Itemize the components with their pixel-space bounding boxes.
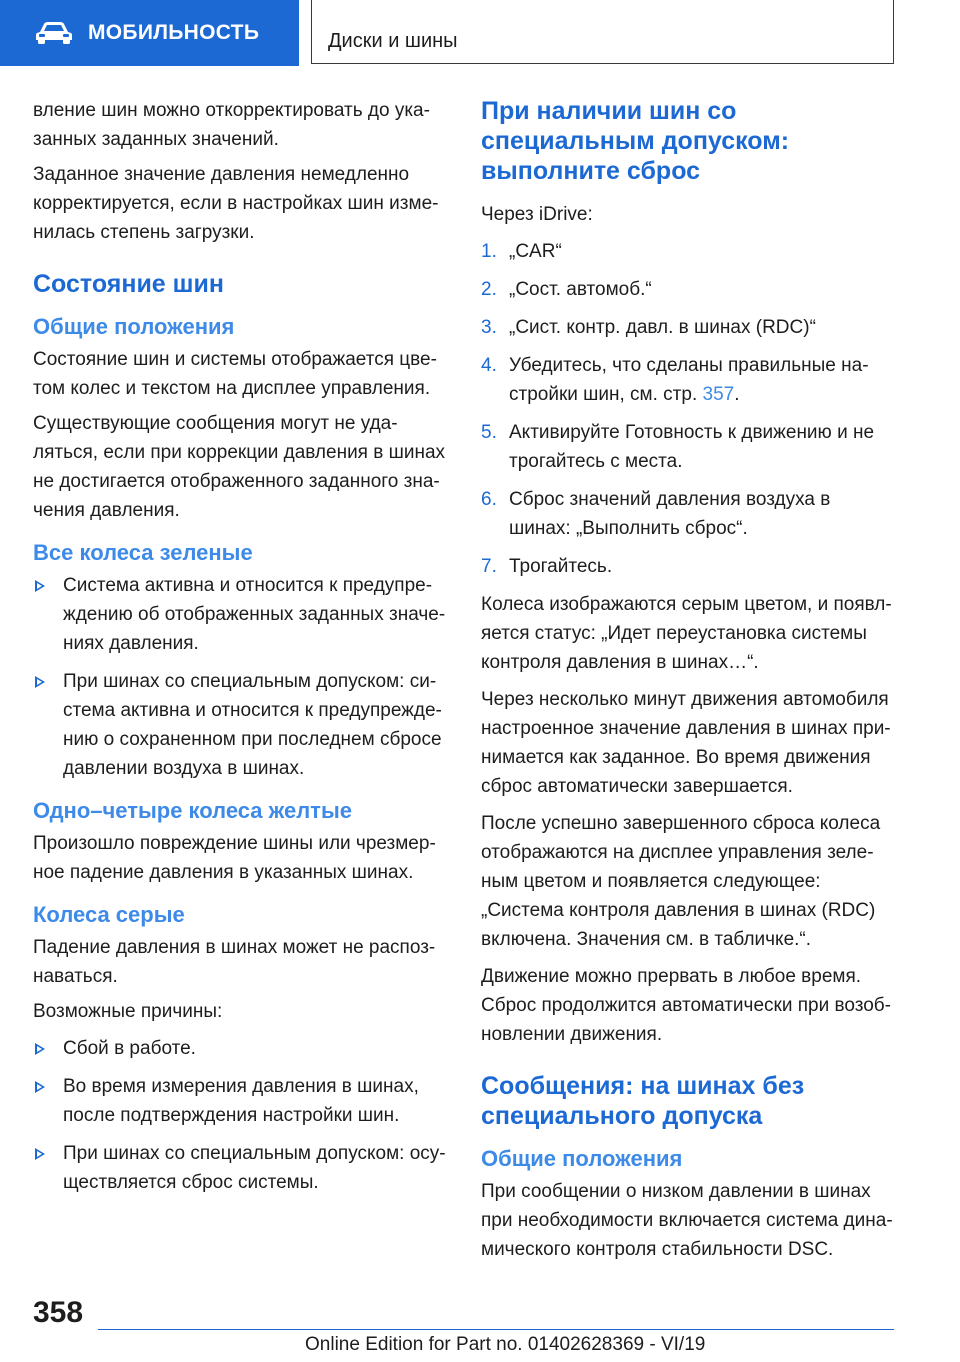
list-item: 6. Сброс значений давления воздуха в шинах: „Выполнить сброс“. [481, 489, 831, 539]
page-number: 358 [33, 1296, 84, 1329]
chapter-header [311, 0, 894, 64]
subheading-all-green: Все колеса зеленые [33, 540, 253, 565]
list-item: Во время измерения давления в шинах, после подтверждения настройки шин. [33, 1072, 448, 1130]
list-item: 5. Активируйте Готовность к движению и не трогайтесь с места. [481, 422, 875, 472]
paragraph: Через iDrive: [481, 204, 593, 225]
subheading-general: Общие положения [481, 1146, 683, 1171]
triangle-bullet-icon [35, 1081, 45, 1093]
list-item: При шинах со специальным допуском: си-стема активна и относится к предупрежде-нию о сохраненном при последнем сбросе давлении воздуха в шинах. [33, 667, 448, 783]
list-item: 2. „Сост. автомоб.“ [481, 279, 652, 300]
left-column [33, 96, 448, 1206]
paragraph: Через несколько минут движения автомобиля настроенное значение давления в шинах при-нимается как заданное. Во время движения сброс автоматически завершается. [481, 689, 891, 797]
list-item: 4. Убедитесь, что сделаны правильные на-стройки шин, см. стр. 357. [481, 355, 869, 405]
section-tab[interactable] [0, 0, 299, 66]
page-link[interactable]: 357 [702, 384, 735, 405]
list-item: Система активна и относится к предупре-ждению об отображенных заданных значе-ниях давления. [33, 571, 448, 658]
paragraph: Колеса изображаются серым цветом, и появл-яется статус: „Идет переустановка системы контроля давления в шинах…“. [481, 594, 892, 673]
heading-messages: Сообщения: на шинах без специального допуска [481, 1072, 805, 1130]
list-item: 7. Трогайтесь. [481, 556, 613, 577]
paragraph: Заданное значение давления немедленно корректируется, если в настройках шин изме-нилась степень загрузки. [33, 164, 439, 243]
paragraph: После успешно завершенного сброса колеса отображаются на дисплее управления зеле-ным цветом и появляется следующее: „Система контроля давления в шинах (RDC) включена. Значения см. в табличке.“. [481, 813, 881, 950]
bullet-list-grey [33, 1034, 448, 1197]
subheading-yellow: Одно–четыре колеса желтые [33, 798, 352, 823]
triangle-bullet-icon [35, 1043, 45, 1055]
paragraph: Падение давления в шинах может не распоз-наваться. [33, 937, 436, 987]
paragraph: Существующие сообщения могут не уда-ляться, если при коррекции давления в шинах не достигается отображенного заданного зна-чения давления. [33, 413, 446, 521]
car-icon [34, 20, 74, 46]
subheading-grey: Колеса серые [33, 902, 185, 927]
paragraph: Произошло повреждение шины или чрезмер-ное падение давления в указанных шинах. [33, 833, 436, 883]
triangle-bullet-icon [35, 580, 45, 592]
footer-edition: Online Edition for Part no. 01402628369 - VI/19 [305, 1334, 706, 1355]
right-column [481, 96, 897, 1272]
triangle-bullet-icon [35, 1148, 45, 1160]
triangle-bullet-icon [35, 676, 45, 688]
list-item: Сбой в работе. [33, 1034, 448, 1063]
footer-divider [98, 1329, 894, 1330]
paragraph: При сообщении о низком давлении в шинах при необходимости включается система дина-мического контроля стабильности DSC. [481, 1181, 893, 1260]
paragraph: Состояние шин и системы отображается цве-том колес и текстом на дисплее управления. [33, 349, 437, 399]
section-tab-label: МОБИЛЬНОСТЬ [88, 21, 260, 44]
heading-tire-status: Состояние шин [33, 270, 224, 298]
paragraph: Движение можно прервать в любое время. Сброс продолжится автоматически при возоб-новлении движения. [481, 966, 891, 1045]
heading-reset: При наличии шин со специальным допуском: выполните сброс [481, 97, 790, 185]
list-item: 3. „Сист. контр. давл. в шинах (RDC)“ [481, 317, 816, 338]
paragraph: Возможные причины: [33, 1001, 223, 1022]
steps-list [481, 237, 897, 581]
chapter-title: Диски и шины [328, 30, 458, 52]
list-item: При шинах со специальным допуском: осу-ществляется сброс системы. [33, 1139, 448, 1197]
subheading-general: Общие положения [33, 314, 235, 339]
paragraph: вление шин можно откорректировать до ука-занных заданных значений. [33, 100, 430, 150]
bullet-list-green [33, 571, 448, 783]
list-item: 1. „CAR“ [481, 241, 562, 262]
